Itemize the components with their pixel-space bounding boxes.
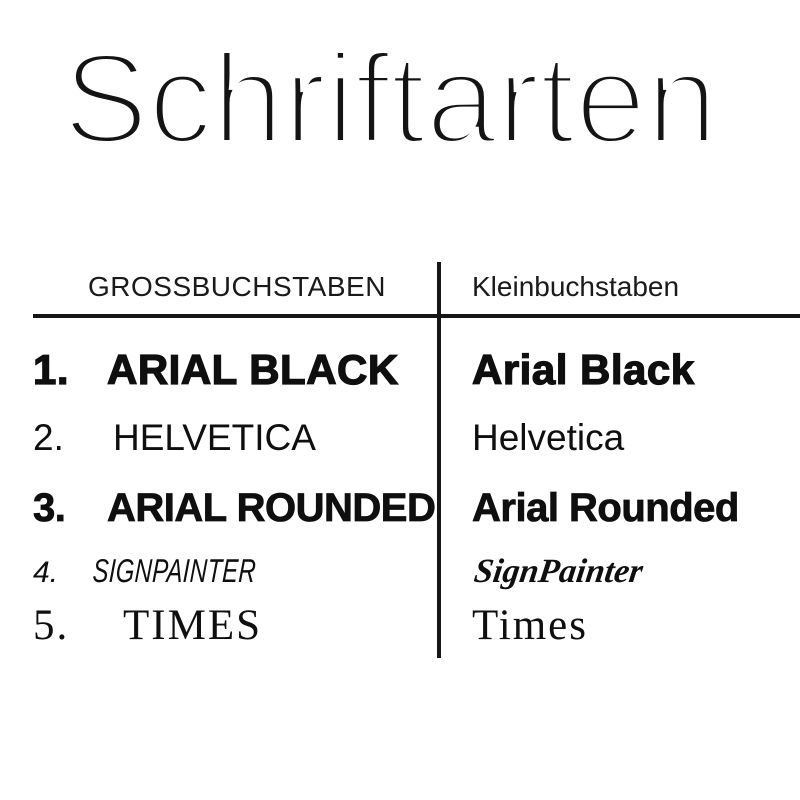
- uppercase-sample: HELVETICA: [113, 417, 316, 458]
- lowercase-cell: [472, 488, 739, 528]
- font-row-signpainter: [33, 554, 800, 589]
- uppercase-sample: SIGNPAINTER: [91, 552, 258, 589]
- uppercase-cell: [33, 419, 438, 456]
- lowercase-cell: [471, 553, 646, 590]
- uppercase-sample: ARIAL ROUNDED: [107, 486, 436, 530]
- uppercase-sample: ARIAL BLACK: [107, 346, 399, 393]
- font-row-times: [33, 604, 800, 647]
- font-row-arial-black: [33, 346, 800, 393]
- row-number: 5.: [33, 602, 70, 649]
- lowercase-sample: SignPainter: [471, 553, 646, 590]
- column-divider-vertical: [437, 262, 441, 658]
- lowercase-sample: Helvetica: [472, 417, 625, 458]
- font-row-helvetica: [33, 419, 800, 456]
- uppercase-sample: TIMES: [123, 602, 262, 649]
- lowercase-sample: Times: [472, 602, 588, 649]
- row-number: 2.: [33, 417, 64, 458]
- column-header-uppercase: GROSSBUCHSTABEN: [88, 271, 386, 302]
- uppercase-cell: [33, 554, 438, 588]
- uppercase-cell: [33, 488, 438, 528]
- page-title: Schriftarten: [63, 28, 718, 171]
- lowercase-sample: Arial Black: [472, 346, 695, 393]
- lowercase-cell: [472, 604, 588, 647]
- row-number: 4.: [33, 556, 59, 589]
- header-rule-horizontal: [33, 314, 800, 318]
- row-number: 1.: [33, 346, 70, 393]
- uppercase-cell: [33, 604, 438, 647]
- lowercase-sample: Arial Rounded: [472, 486, 739, 530]
- lowercase-cell: [472, 419, 624, 456]
- font-row-arial-rounded: [33, 488, 800, 528]
- column-header-lowercase: Kleinbuchstaben: [472, 271, 680, 302]
- row-number: 3.: [33, 486, 66, 530]
- lowercase-cell: [472, 346, 695, 393]
- uppercase-cell: [33, 346, 438, 393]
